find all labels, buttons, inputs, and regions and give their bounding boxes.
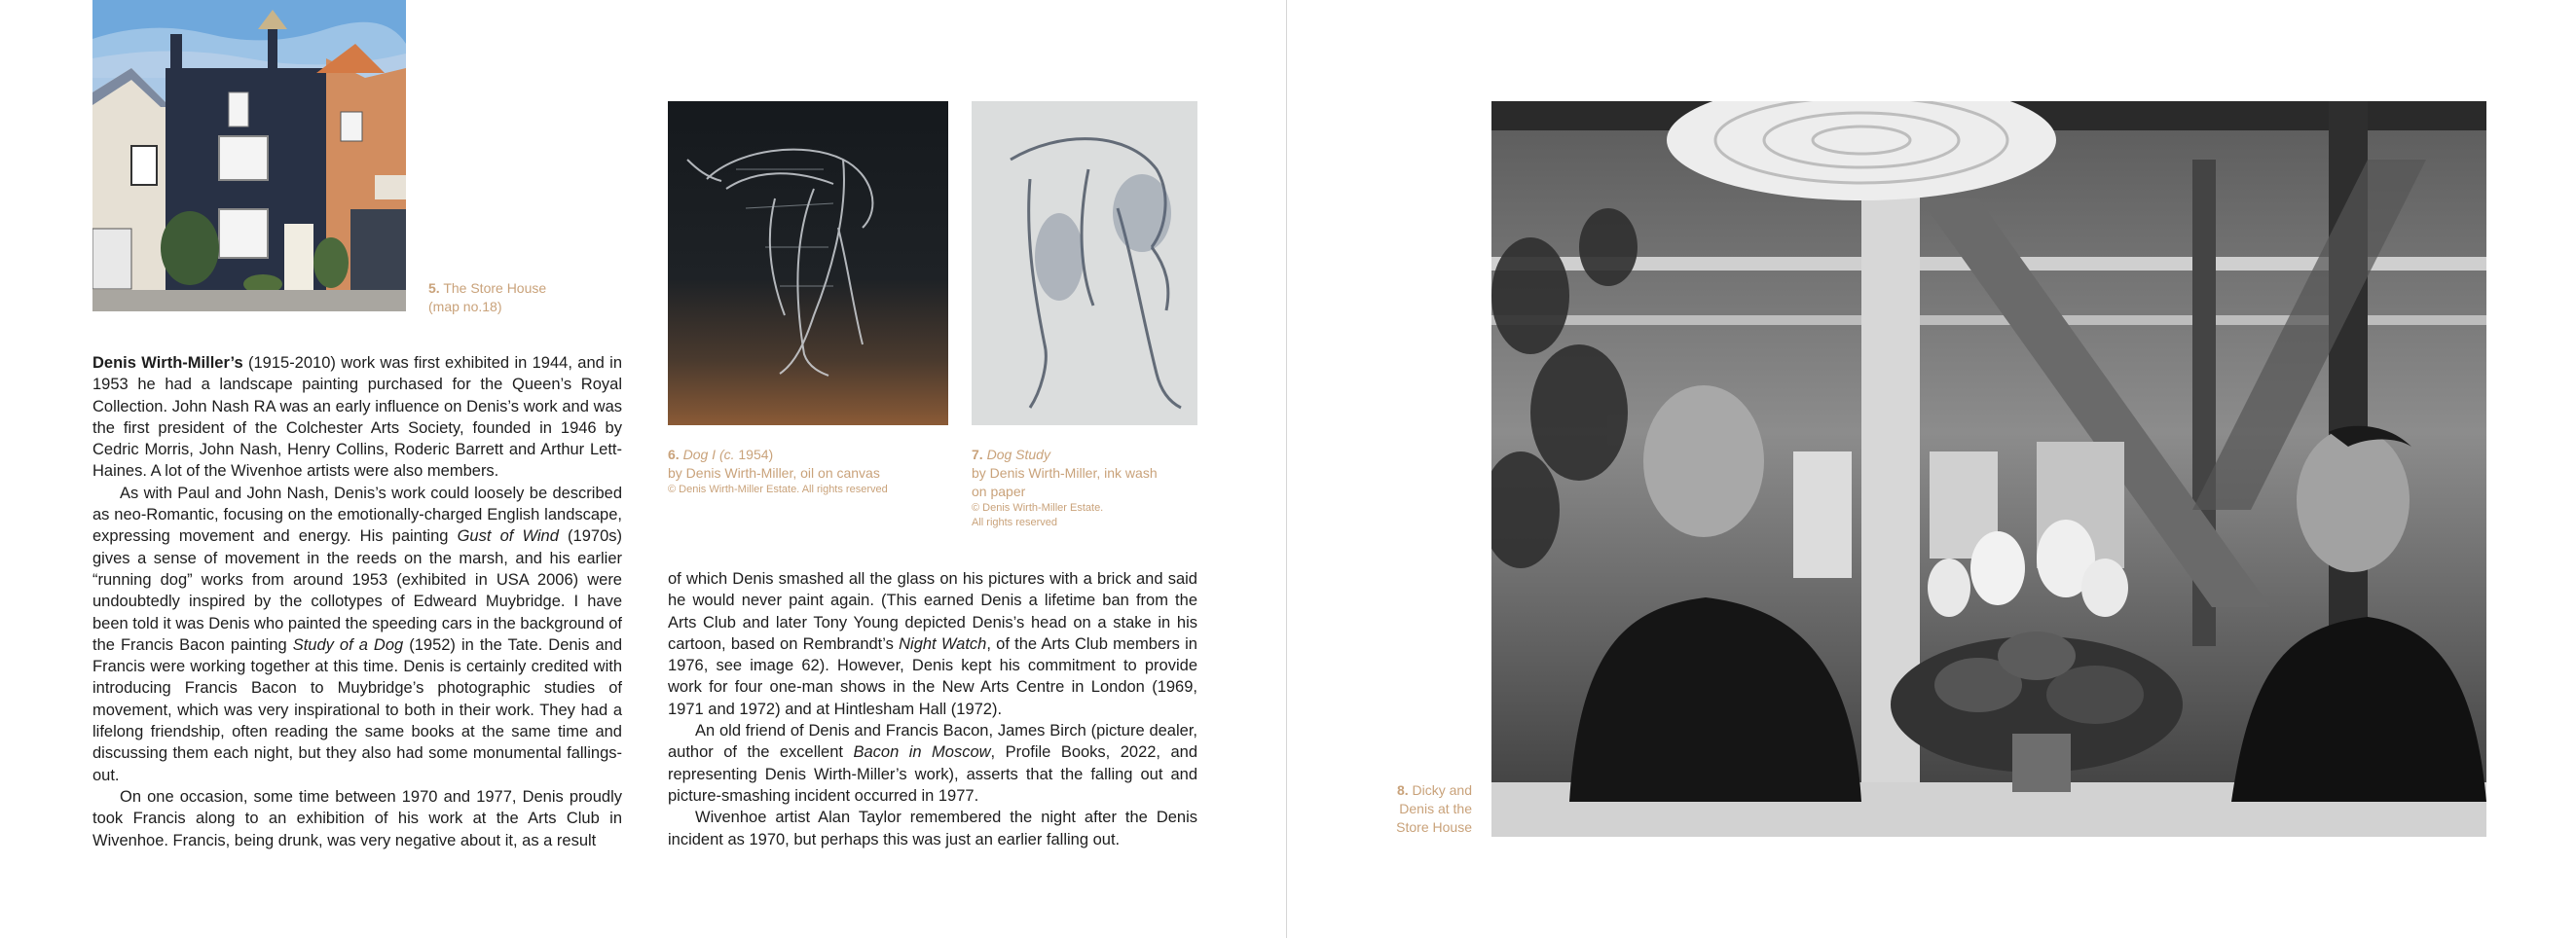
figure-number: 5. <box>428 280 440 296</box>
paragraph: As with Paul and John Nash, Denis’s work could loosely be described as neo-Romantic, focusing on the emotionally-charged English landscape, expressing movement and energy. His painting Gust of Wind (1970s) gives a sense of movement in the reeds on the marsh, and his earlier “running dog” works from around 1953 (exhibited in USA 2006) were undoubtedly inspired by the collotypes of Edweard Muybridge. I have been told it was Denis who painted the speeding cars in the background of the Francis Bacon painting Study of a Dog (1952) in the Tate. Denis and Francis were working together at this time. Denis is certainly credited with introducing Francis Bacon to Muybridge’s photographic studies of movement, which was very inspirational to both in their work. They had a lifelong friendship, often reading the same books at the same time and discussing them each night, but they also had some monumental fallings-out. <box>92 484 623 784</box>
caption-title: Dicky and <box>1412 782 1472 798</box>
caption-copyright: © Denis Wirth-Miller Estate. <box>972 502 1104 514</box>
body-text-left <box>92 352 622 851</box>
figure-7-caption <box>972 446 1225 530</box>
caption-date-prefix: (c. 1954) <box>718 447 774 462</box>
figure-8-caption <box>1343 781 1472 837</box>
dog-study-drawing <box>972 101 1197 425</box>
figure-6-caption <box>668 446 960 497</box>
paragraph: An old friend of Denis and Francis Bacon, James Birch (picture dealer, author of the excellent Bacon in Moscow, Profile Books, 2022, and representing Denis Wirth-Miller’s work), asserts that the falling out and picture-smashing incident occurred in 1977. <box>668 722 1198 805</box>
caption-copyright-2: All rights reserved <box>972 517 1058 528</box>
page-gutter <box>1286 0 1287 938</box>
dicky-and-denis-photo <box>1491 101 2486 837</box>
caption-title: Dog Study <box>986 447 1050 462</box>
caption-title: The Store House <box>443 280 547 296</box>
body-text-right <box>668 568 1197 850</box>
caption-detail-2: on paper <box>972 484 1026 499</box>
paragraph: of which Denis smashed all the glass on his pictures with a brick and said he would never paint again. (This earned Denis a lifetime ban from the Arts Club and later Tony Young depicted Denis’s head on a stake in his cartoon, based on Rembrandt’s Night Watch, of the Arts Club members in 1976, see image 62). However, Denis kept his commitment to provide work for four one-man shows in the New Arts Centre in London (1969, 1971 and 1972) and at Hintlesham Hall (1972). <box>668 570 1197 718</box>
figure-number: 7. <box>972 447 983 462</box>
figure-5-caption <box>428 279 546 316</box>
paragraph: Denis Wirth-Miller’s (1915-2010) work was first exhibited in 1944, and in 1953 he had a landscape painting purchased for the Queen’s Royal Collection. John Nash RA was an early influence on Denis’s work and was the first president of the Colchester Arts Society, founded in 1946 by Cedric Morris, John Nash, Henry Collins, Roderic Barrett and Arthur Lett-Haines. A lot of the Wivenhoe artists were also members. <box>92 354 622 481</box>
figure-number: 8. <box>1396 782 1409 798</box>
caption-title-3: Store House <box>1396 819 1472 835</box>
caption-detail: by Denis Wirth-Miller, ink wash <box>972 465 1158 481</box>
paragraph: Wivenhoe artist Alan Taylor remembered the night after the Denis incident as 1970, but perhaps this was just an earlier falling out. <box>668 809 1197 848</box>
figure-number: 6. <box>668 447 680 462</box>
caption-title-2: Denis at the <box>1399 801 1472 816</box>
caption-detail: by Denis Wirth-Miller, oil on canvas <box>668 465 880 481</box>
caption-title: Dog I <box>682 447 717 462</box>
caption-copyright: © Denis Wirth-Miller Estate. All rights reserved <box>668 484 888 495</box>
store-house-painting <box>92 0 406 311</box>
caption-detail: (map no.18) <box>428 299 502 314</box>
dog-i-painting <box>668 101 948 425</box>
paragraph: On one occasion, some time between 1970 and 1977, Denis proudly took Francis along to an exhibition of his work at the Arts Club in Wivenhoe. Francis, being drunk, was very negative about it, as a result <box>92 787 622 849</box>
